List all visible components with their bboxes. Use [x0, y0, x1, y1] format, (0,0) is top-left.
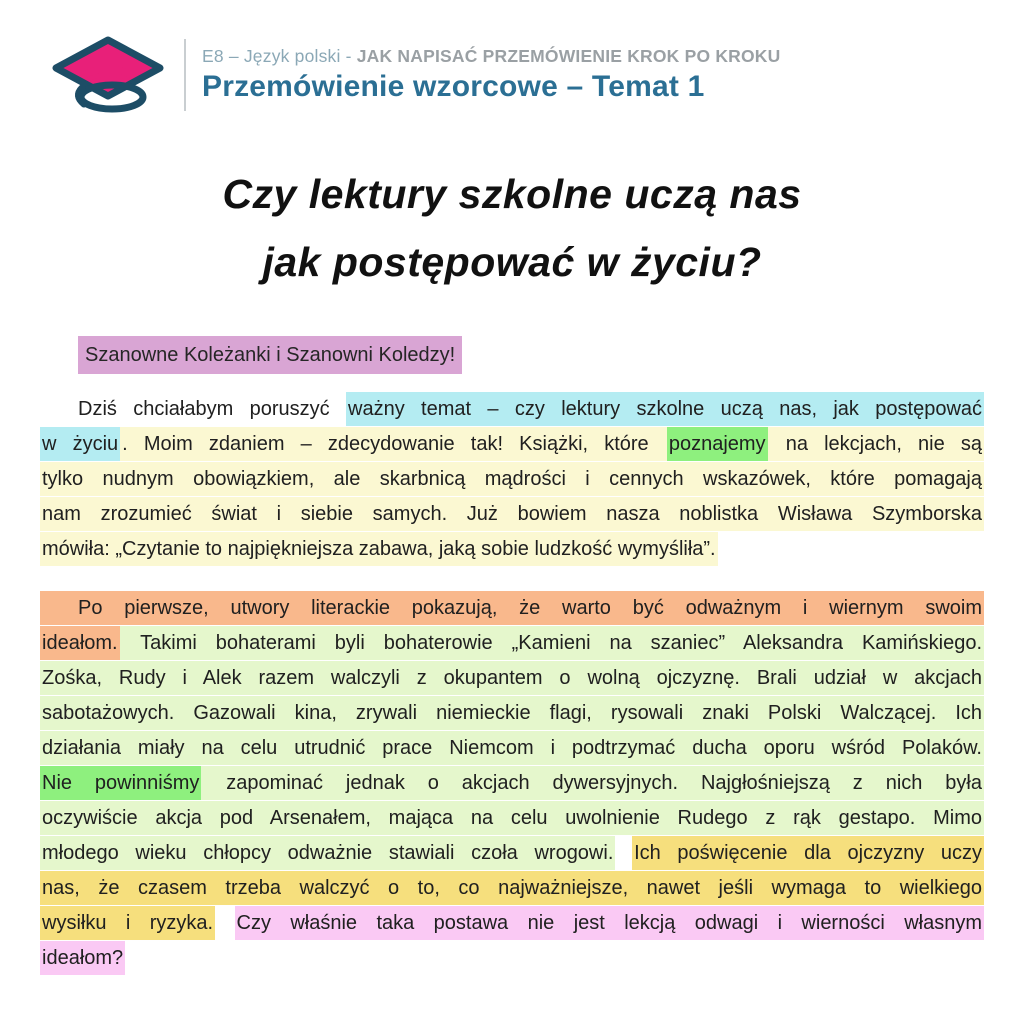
- highlight-pink: ideałom?: [40, 941, 125, 975]
- text-line: [40, 497, 984, 532]
- main-title: [0, 160, 1024, 296]
- highlight-lightgreen: zapominać jednak o akcjach dywersyjnych. Najgłośniejszą z nich była: [201, 766, 984, 800]
- text-segment: [615, 842, 632, 864]
- highlight-yellow: nam zrozumieć świat i siebie samych. Już bowiem nasza noblistka Wisława Szymborska: [40, 497, 984, 531]
- highlight-amber: wysiłku i ryzyka.: [40, 906, 215, 940]
- page-title: Przemówienie wzorcowe – Temat 1: [202, 70, 705, 103]
- header-kicker: [202, 44, 781, 68]
- highlight-lightgreen: Takimi bohaterami byli bohaterowie „Kamieni na szaniec” Aleksandra Kamińskiego.: [120, 626, 984, 660]
- main-title-line1: Czy lektury szkolne uczą nas: [222, 171, 802, 217]
- highlight-lightgreen: sabotażowych. Gazowali kina, zrywali niemieckie flagi, rysowali znaki Polski Walczącej. Ich: [40, 696, 984, 730]
- kicker-course-label: E8 – Język polski -: [202, 46, 357, 66]
- highlight-orange: ideałom.: [40, 626, 120, 660]
- highlight-lightgreen: oczywiście akcja pod Arsenałem, mająca na celu uwolnienie Rudego z rąk gestapo. Mimo: [40, 801, 984, 835]
- header: [48, 34, 781, 116]
- highlight-orange: Po pierwsze, utwory literackie pokazują, że warto być odważnym i wiernym swoim: [40, 591, 984, 625]
- kicker-course-title: JAK NAPISAĆ PRZEMÓWIENIE KROK PO KROKU: [356, 46, 781, 66]
- header-divider: [184, 39, 186, 111]
- highlight-yellow: mówiła: „Czytanie to najpiękniejsza zabawa, jaką sobie ludzkość wymyśliła”.: [40, 532, 718, 566]
- text-line: [40, 661, 984, 696]
- highlight-lightgreen: Zośka, Rudy i Alek razem walczyli z okupantem o wolną ojczyznę. Brali udział w akcjach: [40, 661, 984, 695]
- text-line: [40, 801, 984, 836]
- graduation-cap-logo: [48, 34, 168, 116]
- highlight-amber: nas, że czasem trzeba walczyć o to, co najważniejsze, nawet jeśli wymaga to wielkiego: [40, 871, 984, 905]
- text-line: [40, 731, 984, 766]
- text-line: [40, 766, 984, 801]
- paragraph: [40, 392, 984, 567]
- greeting-line: Szanowne Koleżanki i Szanowni Koledzy!: [78, 336, 462, 374]
- highlight-green: Nie powinniśmy: [40, 766, 201, 800]
- text-line: [40, 696, 984, 731]
- highlight-pink: Czy właśnie taka postawa nie jest lekcją odwagi i wierności własnym: [235, 906, 985, 940]
- text-line: [40, 626, 984, 661]
- document-body: [40, 392, 984, 1000]
- text-line: [40, 941, 984, 976]
- text-line: [40, 427, 984, 462]
- main-title-line2: jak postępować w życiu?: [262, 239, 762, 285]
- text-segment: [215, 912, 234, 934]
- header-text: [202, 44, 781, 106]
- highlight-yellow: . Moim zdaniem – zdecydowanie tak! Książki, które: [120, 427, 667, 461]
- text-line: [40, 392, 984, 427]
- highlight-lightgreen: młodego wieku chłopcy odważnie stawiali czoła wrogowi.: [40, 836, 615, 870]
- highlight-amber: Ich poświęcenie dla ojczyzny uczy: [632, 836, 984, 870]
- text-line: [40, 836, 984, 871]
- highlight-yellow: tylko nudnym obowiązkiem, ale skarbnicą mądrości i cennych wskazówek, które pomagają: [40, 462, 984, 496]
- text-segment: Dziś chciałabym poruszyć: [78, 398, 346, 420]
- text-line: [40, 532, 984, 567]
- highlight-lightgreen: działania miały na celu utrudnić prace Niemcom i podtrzymać ducha oporu wśród Polaków.: [40, 731, 984, 765]
- text-line: [40, 871, 984, 906]
- highlight-cyan: ważny temat – czy lektury szkolne uczą nas, jak postępować: [346, 392, 984, 426]
- paragraph: [40, 591, 984, 976]
- highlight-cyan: w życiu: [40, 427, 120, 461]
- text-line: [40, 906, 984, 941]
- highlight-yellow: na lekcjach, nie są: [768, 427, 984, 461]
- text-line: [40, 462, 984, 497]
- highlight-green: poznajemy: [667, 427, 768, 461]
- text-line: [40, 591, 984, 626]
